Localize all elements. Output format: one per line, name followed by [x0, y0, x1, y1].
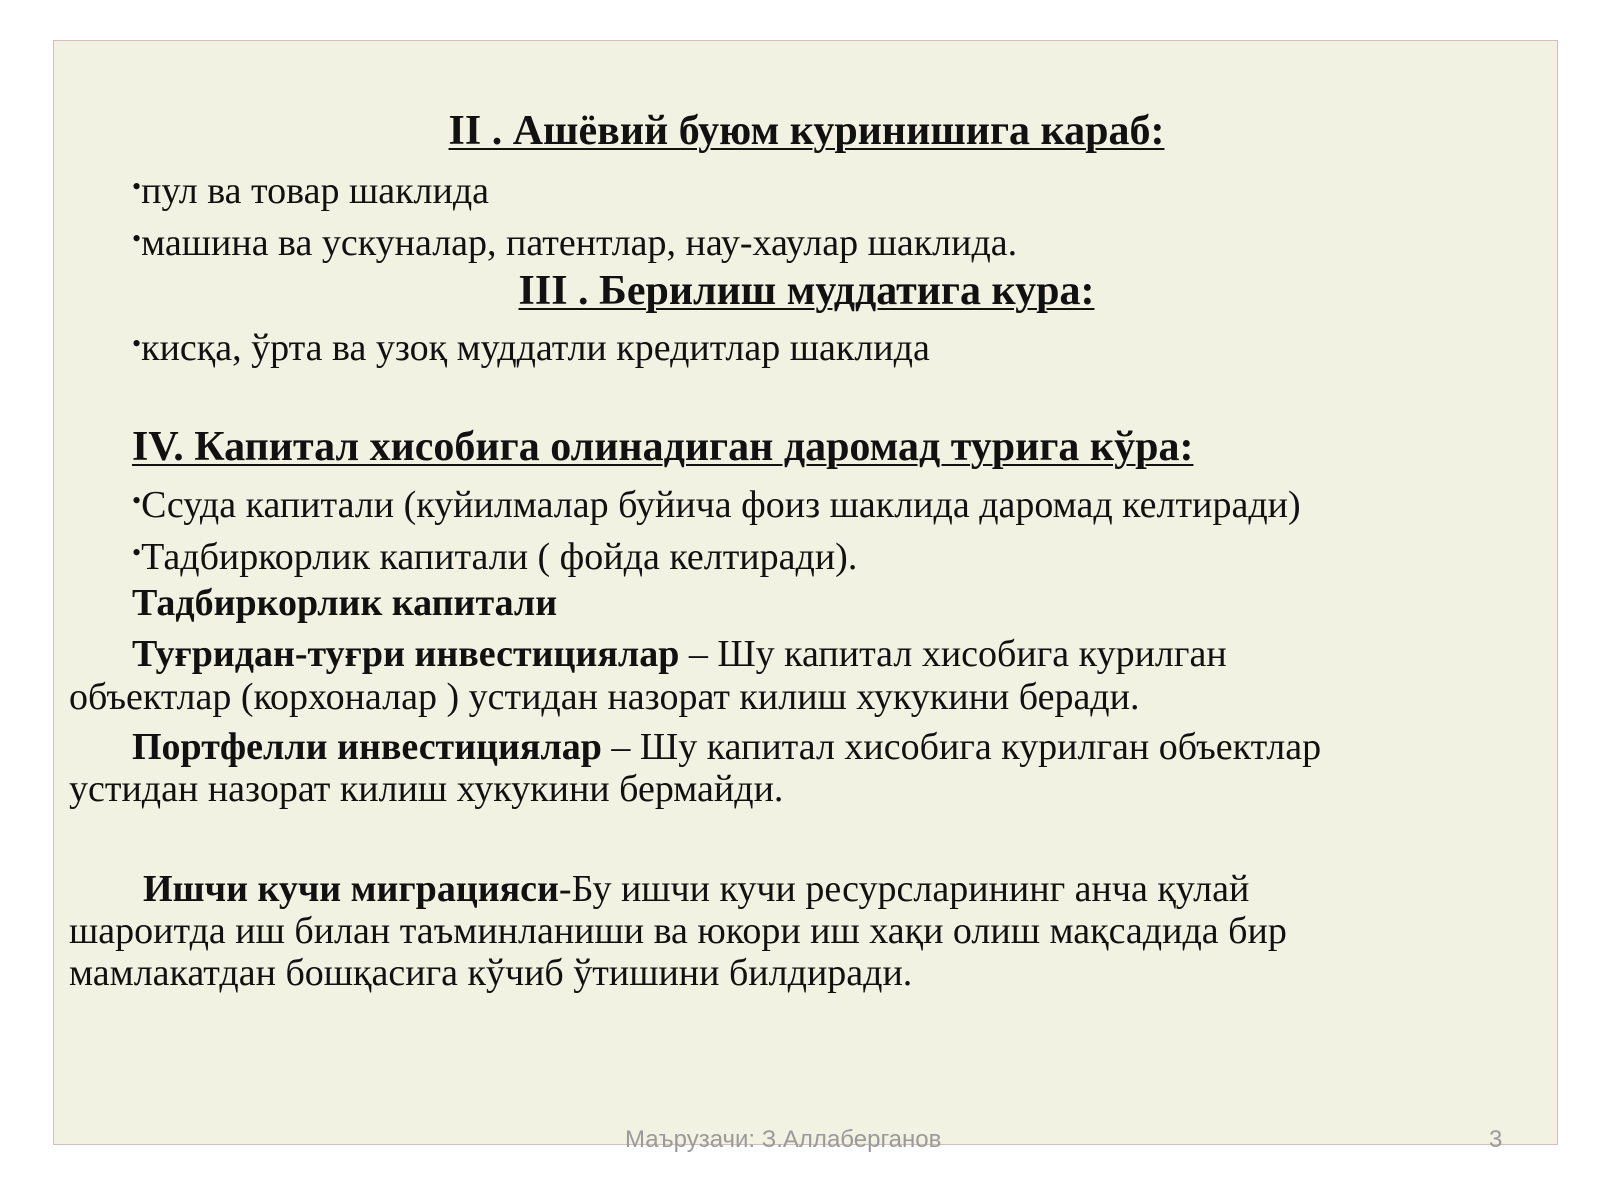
- bullet-item: [132, 531, 857, 579]
- migration-line3: мамлакатдан бошқасига кўчиб ўтишини билдиради.: [69, 952, 913, 994]
- section2-heading: II . Ашёвий буюм куринишига караб:: [448, 108, 1165, 154]
- bullet-item: [132, 165, 489, 213]
- bullet-item: [132, 217, 1017, 265]
- bullet-icon: •: [132, 486, 142, 515]
- portfolio-investment-term: Портфелли инвестициялар: [132, 726, 602, 768]
- bullet-icon: •: [132, 329, 142, 358]
- section3-heading: III . Берилиш муддатига кура:: [518, 268, 1095, 314]
- footer-author: Маърузачи: З.Аллаберганов: [625, 1126, 942, 1153]
- migration-definition: -Бу ишчи кучи ресурсларининг анча қулай: [558, 868, 1250, 910]
- migration-line1: [143, 867, 1249, 911]
- portfolio-investment-line1: [132, 725, 1321, 769]
- portfolio-investment-line2: устидан назорат килиш хукукини бермайди.: [69, 768, 784, 810]
- bullet-item: [132, 479, 1301, 527]
- bullet-text: кисқа, ўрта ва узоқ муддатли кредитлар шаклида: [141, 327, 930, 369]
- portfolio-investment-definition: – Шу капитал хисобига курилган объектлар: [601, 726, 1322, 768]
- bullet-text: машина ва ускуналар, патентлар, нау-хаулар шаклида.: [141, 222, 1018, 264]
- bullet-icon: •: [132, 172, 142, 201]
- bullet-icon: •: [132, 538, 142, 567]
- direct-investment-definition: – Шу капитал хисобига курилган: [679, 633, 1227, 675]
- section4-heading: IV. Капитал хисобига олинадиган даромад турига кўра:: [132, 424, 1194, 470]
- bullet-item: [132, 322, 930, 370]
- bullet-text: пул ва товар шаклида: [141, 170, 490, 212]
- migration-line2: шароитда иш билан таъминланиши ва юкори иш хақи олиш мақсадида бир: [69, 910, 1287, 952]
- direct-investment-line1: [132, 632, 1227, 676]
- subheading: Тадбиркорлик капитали: [132, 582, 558, 624]
- bullet-text: Ссуда капитали (куйилмалар буйича фоиз шаклида даромад келтиради): [141, 484, 1301, 526]
- bullet-text: Тадбиркорлик капитали ( фойда келтиради).: [141, 536, 858, 578]
- slide: [53, 40, 1558, 1145]
- direct-investment-line2: объектлар (корхоналар ) устидан назорат килиш хукукини беради.: [69, 676, 1140, 718]
- bullet-icon: •: [132, 224, 142, 253]
- direct-investment-term: Туғридан-туғри инвестициялар: [132, 633, 680, 675]
- migration-term: Ишчи кучи миграцияси: [143, 868, 559, 910]
- footer-page-number: 3: [1489, 1126, 1503, 1153]
